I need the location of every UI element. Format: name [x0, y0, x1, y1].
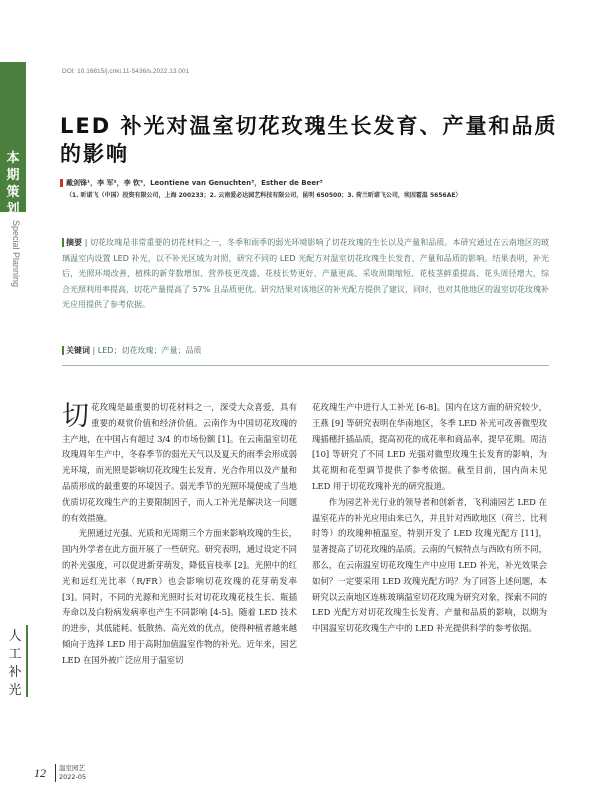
article-title: LED 补光对温室切花玫瑰生长发育、产量和品质的影响 [60, 114, 558, 166]
body-column-right [312, 400, 547, 637]
journal-info [59, 764, 86, 782]
topic-divider [26, 625, 28, 697]
abstract [62, 235, 549, 313]
section-label: 本期策划 [6, 151, 20, 217]
abstract-label: 摘要 [66, 238, 83, 247]
keywords-text: LED；切花玫瑰；产量；品质 [97, 346, 202, 355]
journal-issue: 2022-05 [59, 773, 87, 781]
authors-text: 戴剑锋¹，李 军²，李 钦²，Leontiene van Genuchten³，Esther de Beer³ [66, 179, 323, 187]
section-rule [62, 365, 549, 366]
abstract-separator: | [82, 238, 91, 247]
author-marker [60, 179, 63, 187]
section-label-en: Special Planning [11, 220, 21, 288]
keywords-marker [62, 346, 64, 355]
journal-name: 温室园艺 [59, 764, 85, 772]
author-line [60, 178, 580, 188]
doi-text: DOI: 10.16815/j.cnki.11-5436/s.2022.13.001 [62, 68, 190, 75]
body-paragraph: 花玫瑰生产中进行人工补光 [6-8]。国内在这方面的研究较少，王燕 [9] 等研究表明在华南地区，冬季 LED 补光可改善微型玫瑰插穗扦插品质，提高初花的成花率和商品率，提早花期。周洁 [10] 等研究了不同 LED 光强对微型玫瑰生长发育的影响，为其花期和花型调节提供了参考依据。截至目前，国内尚未见 LED 用于切花玫瑰补光的研究报道。 [312, 402, 547, 491]
body-paragraph: 光照通过光强、光质和光周期三个方面来影响玫瑰的生长，国内外学者在此方面开展了一些研究。研究表明，通过设定不同的补光强度，可以促进新芽萌发，降低盲枝率 [2]。光照中的红光和远红光比率（R/FR）也会影响切花玫瑰的花芽萌发率 [3]。同时，不同的光源和光照时长对切花玫瑰花枝生长、瓶插寿命以及白粉病发病率也产生不同影响 [4-5]。随着 LED 技术的进步，其低能耗、低散热、高光效的优点，使得种植者越来越倾向于选择 LED 用于高附加值温室作物的补光。近年来，园艺 LED 在国外被广泛应用于温室切 [62, 528, 297, 665]
page-number: 12 [34, 766, 46, 780]
keywords [62, 345, 201, 356]
paragraph-text: 花玫瑰是最重要的切花材料之一，深受大众喜爱，具有重要的观赏价值和经济价值。云南作为中国切花玫瑰的主产地，在中国占有超过 3/4 的市场份额 [1]。在云南温室切花玫瑰周年生产中，冬春季节的弱光天气以及夏天的雨季会形成弱光环境，而光照是影响切花玫瑰生长发育、光合作用以及产量和品质形成的最重要的环境因子。弱光季节的光照环境便成了当地优质切花玫瑰生产的主要限制因子，而人工补光是解决这一问题的有效措施。 [62, 402, 297, 523]
affiliations: （1. 昕诺飞（中国）投资有限公司，上海 200233；2. 云南爱必达园艺科技有限公司，昆明 650500；3. 荷兰昕诺飞公司，埃因霍温 5656AE） [66, 192, 462, 199]
abstract-marker [62, 238, 64, 247]
topic-label: 人工补光 [8, 629, 22, 698]
body-paragraph: 作为园艺补光行业的领导者和创新者，飞利浦园艺 LED 在温室花卉的补光应用由来已久，并且针对西欧地区（荷兰、比利时等）的玫瑰种植温室，特别开发了 LED 玫瑰光配方 [11]，显著提高了切花玫瑰的品质。云南的气候特点与西欧有所不同，那么，在云南温室切花玫瑰生产中应用 LED 补光，补光效果会如何？一定要采用 LED 玫瑰光配方吗？为了回答上述问题，本研究以云南地区连栋玻璃温室切花玫瑰为研究对象，探索不同的 LED 光配方对切花玫瑰生长发育、产量和品质的影响，以期为中国温室切花玫瑰生产中的 LED 补光提供科学的参考依据。 [312, 496, 547, 634]
keywords-separator: | [90, 346, 98, 355]
abstract-text: 切花玫瑰是非常重要的切花材料之一，冬季和雨季的弱光环境影响了切花玫瑰的生长以及产量和品质。本研究通过在云南地区的玻璃温室内设置 LED 补光，以不补光区域为对照，研究不同的 LED 光配方对温室切花玫瑰生长发育、产量和品质的影响。结果表明，补光后，光照环境改善，植株的新芽数增加、营养枝更茂盛、花枝长势更好、产量更高、采收周期缩短、花枝茎鲜重提高、花头周径增大，综合光照利用率提高，切花产量提高了 57% 且品质更优。研究结果对该地区的补光配方提供了建议，同时，也对其他地区的温室切花玫瑰补光应用提供了参考依据。 [62, 238, 550, 309]
keywords-label: 关键词 [66, 346, 90, 355]
body-column-left [62, 400, 297, 669]
body-paragraph [62, 400, 297, 526]
footer-divider [55, 764, 56, 782]
drop-cap: 切 [62, 401, 89, 432]
